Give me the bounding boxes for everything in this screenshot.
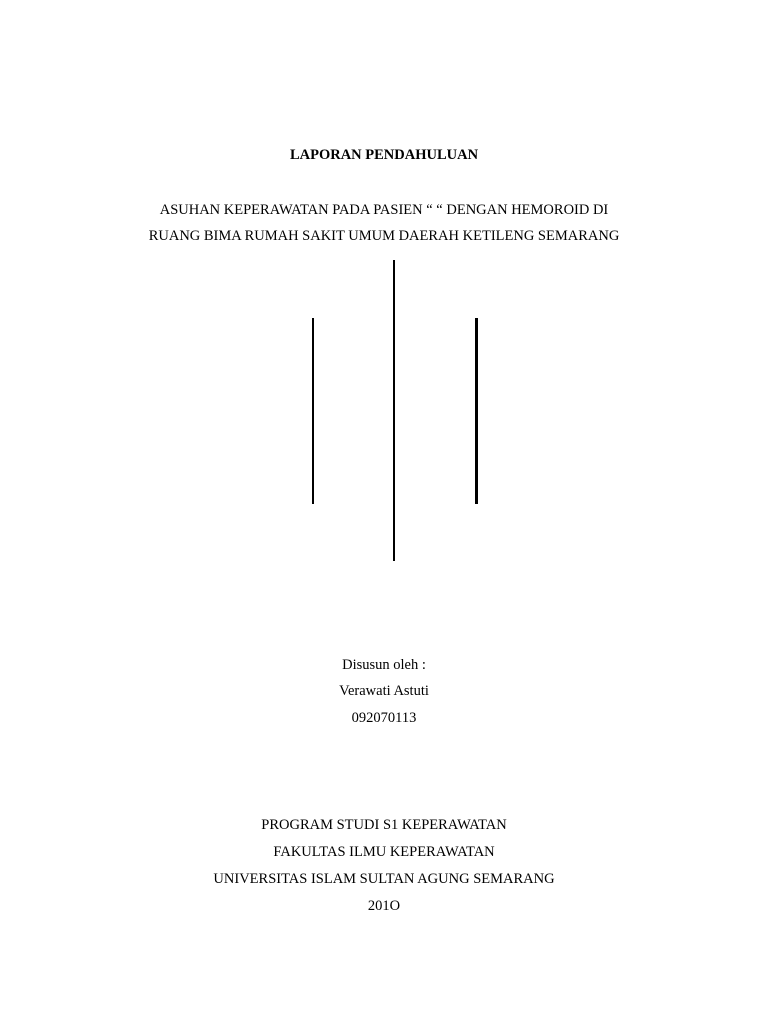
faculty-name: FAKULTAS ILMU KEPERAWATAN	[273, 844, 495, 860]
report-heading: LAPORAN PENDAHULUAN	[289, 147, 479, 163]
university-name: UNIVERSITAS ISLAM SULTAN AGUNG SEMARANG	[213, 871, 555, 887]
student-id: 092070113	[351, 710, 417, 726]
right-vertical-bar	[475, 318, 478, 504]
author-label: Disusun oleh :	[342, 657, 426, 673]
study-program: PROGRAM STUDI S1 KEPERAWATAN	[261, 817, 507, 833]
left-vertical-bar	[312, 318, 314, 504]
title-line-2: RUANG BIMA RUMAH SAKIT UMUM DAERAH KETILENG SEMARANG	[148, 228, 620, 244]
center-vertical-bar	[393, 260, 395, 561]
document-year: 201O	[367, 898, 401, 914]
author-name: Verawati Astuti	[339, 683, 429, 699]
title-line-1: ASUHAN KEPERAWATAN PADA PASIEN “ “ DENGAN HEMOROID DI	[159, 202, 609, 218]
